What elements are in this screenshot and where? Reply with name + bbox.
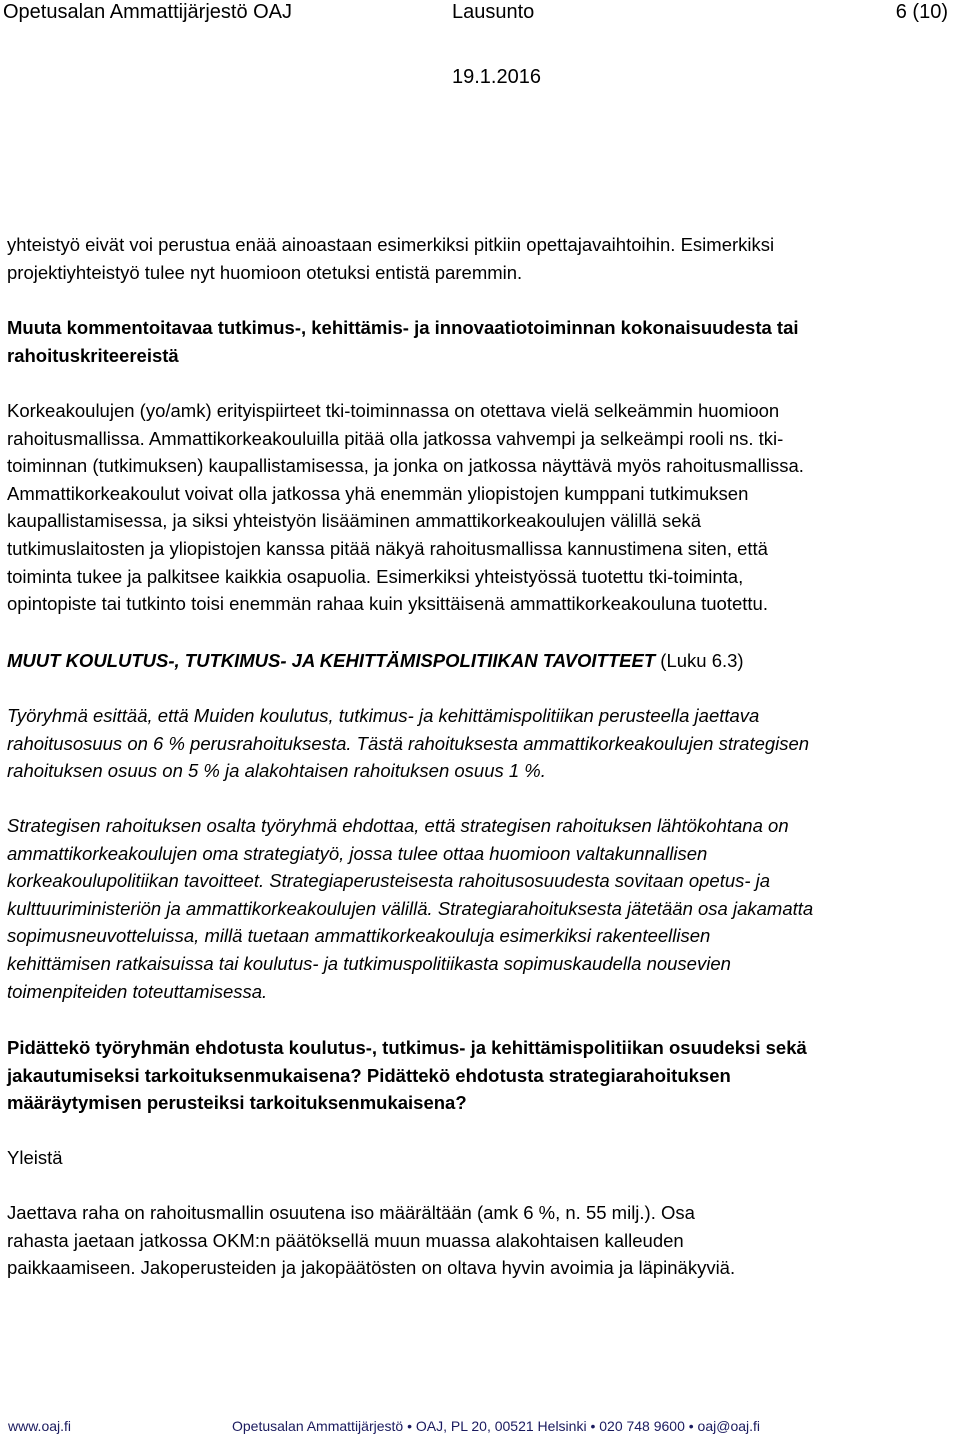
header-organization: Opetusalan Ammattijärjestö OAJ <box>3 1 293 23</box>
intro-line: yhteistyö eivät voi perustua enää ainoastaan esimerkiksi pitkiin opettajavaihtoihin. Esimerkiksi <box>7 234 775 255</box>
proposal-line: rahoitusosuus on 6 % perusrahoituksesta. Tästä rahoituksesta ammattikorkeakoulujen strategisen <box>7 732 810 754</box>
intro-line: projektiyhteistyö tulee nyt huomioon otetuksi entistä paremmin. <box>7 261 523 283</box>
strategic-line: toimenpiteiden toteuttamisessa. <box>7 980 268 1002</box>
strategic-line: kulttuuriministeriön ja ammattikorkeakoulujen välillä. Strategiarahoituksesta jätetään osa jakamatta <box>7 897 814 919</box>
strategic-line: kehittämisen ratkaisuissa tai koulutus- ja tutkimuspolitiikasta sopimuskaudella nousevien <box>7 952 731 974</box>
strategic-line: ammattikorkeakoulujen oma strategiatyö, jossa tulee ottaa huomioon valtakunnallisen <box>7 842 708 864</box>
question-1-title-line: Muuta kommentoitavaa tutkimus-, kehittämis- ja innovaatiotoiminnan kokonaisuudesta tai <box>7 317 799 338</box>
strategic-funding-paragraph <box>7 812 957 1005</box>
proposal-line: rahoituksen osuus on 5 % ja alakohtaisen rahoituksen osuus 1 %. <box>7 760 546 782</box>
section-heading-reference: (Luku 6.3) <box>655 650 744 671</box>
general-line: rahasta jaetaan jatkossa OKM:n päätöksellä muun muassa alakohtaisen kalleuden <box>7 1229 684 1251</box>
general-paragraph <box>7 1199 957 1282</box>
section-heading <box>7 647 957 675</box>
footer-contact-info: Opetusalan Ammattijärjestö • OAJ, PL 20, 00521 Helsinki • 020 748 9600 • oaj@oaj.fi <box>232 1418 761 1434</box>
section-heading-title: MUUT KOULUTUS-, TUTKIMUS- JA KEHITTÄMISPOLITIIKAN TAVOITTEET <box>7 650 656 671</box>
answer-line: Korkeakoulujen (yo/amk) erityispiirteet tki-toiminnassa on otettava vielä selkeämmin huomioon <box>7 400 780 421</box>
strategic-line: sopimusneuvotteluissa, millä tuetaan ammattikorkeakouluja esimerkiksi rakenteellisen <box>7 925 711 947</box>
proposal-line: Työryhmä esittää, että Muiden koulutus, tutkimus- ja kehittämispolitiikan perusteella jaettava <box>7 705 760 726</box>
answer-line: kaupallistamisessa, ja siksi yhteistyön lisääminen ammattikorkeakoulujen välillä sekä <box>7 510 702 532</box>
answer-line: rahoitusmallissa. Ammattikorkeakouluilla pitää olla jatkossa vahvempi ja selkeämpi rooli ns. tki- <box>7 427 784 449</box>
strategic-line: korkeakoulupolitiikan tavoitteet. Strategiaperusteisesta rahoitusosuudesta sovitaan opetus- ja <box>7 870 771 892</box>
question-2-title-line: määräytymisen perusteiksi tarkoituksenmukaisena? <box>7 1092 467 1114</box>
proposal-paragraph <box>7 702 957 785</box>
question-2-title-line: Pidättekö työryhmän ehdotusta koulutus-, tutkimus- ja kehittämispolitiikan osuudeksi sekä <box>7 1037 807 1058</box>
question-1-answer <box>7 397 957 618</box>
general-line: Jaettava raha on rahoitusmallin osuutena iso määrältään (amk 6 %, n. 55 milj.). Osa <box>7 1202 695 1223</box>
answer-line: opintopiste tai tutkinto toisi enemmän rahaa kuin yksittäisenä ammattikorkeakouluna tuotettu. <box>7 593 768 615</box>
answer-line: toiminta tukee ja palkitsee kaikkia osapuolia. Esimerkiksi yhteistyössä tuotettu tki-toiminta, <box>7 565 744 587</box>
strategic-line: Strategisen rahoituksen osalta työryhmä ehdottaa, että strategisen rahoituksen lähtökohtana on <box>7 815 789 836</box>
answer-line: Ammattikorkeakoulut voivat olla jatkossa yhä enemmän yliopistojen kumppani tutkimuksen <box>7 482 749 504</box>
question-2-title <box>7 1034 957 1117</box>
answer-line: tutkimuslaitosten ja yliopistojen kanssa pitää näkyä rahoitusmallissa kannustimena siten, että <box>7 537 768 559</box>
general-line: paikkaamiseen. Jakoperusteiden ja jakopäätösten on oltava hyvin avoimia ja läpinäkyviä. <box>7 1257 736 1279</box>
document-header <box>0 0 960 26</box>
answer-line: toiminnan (tutkimuksen) kaupallistamisessa, ja jonka on jatkossa näyttävä myös rahoitusmallissa. <box>7 455 804 477</box>
question-2-title-line: jakautumiseksi tarkoituksenmukaisena? Pidättekö ehdotusta strategiarahoituksen <box>7 1064 731 1086</box>
header-date: 19.1.2016 <box>452 66 541 88</box>
intro-paragraph <box>7 231 957 286</box>
question-1-title <box>7 314 957 369</box>
question-1-title-line: rahoituskriteereistä <box>7 344 179 366</box>
header-page-number: 6 (10) <box>895 1 948 23</box>
general-label: Yleistä <box>7 1147 63 1168</box>
document-footer <box>0 1414 960 1438</box>
header-doc-type: Lausunto <box>452 1 535 23</box>
footer-website-link[interactable]: www.oaj.fi <box>8 1418 72 1434</box>
